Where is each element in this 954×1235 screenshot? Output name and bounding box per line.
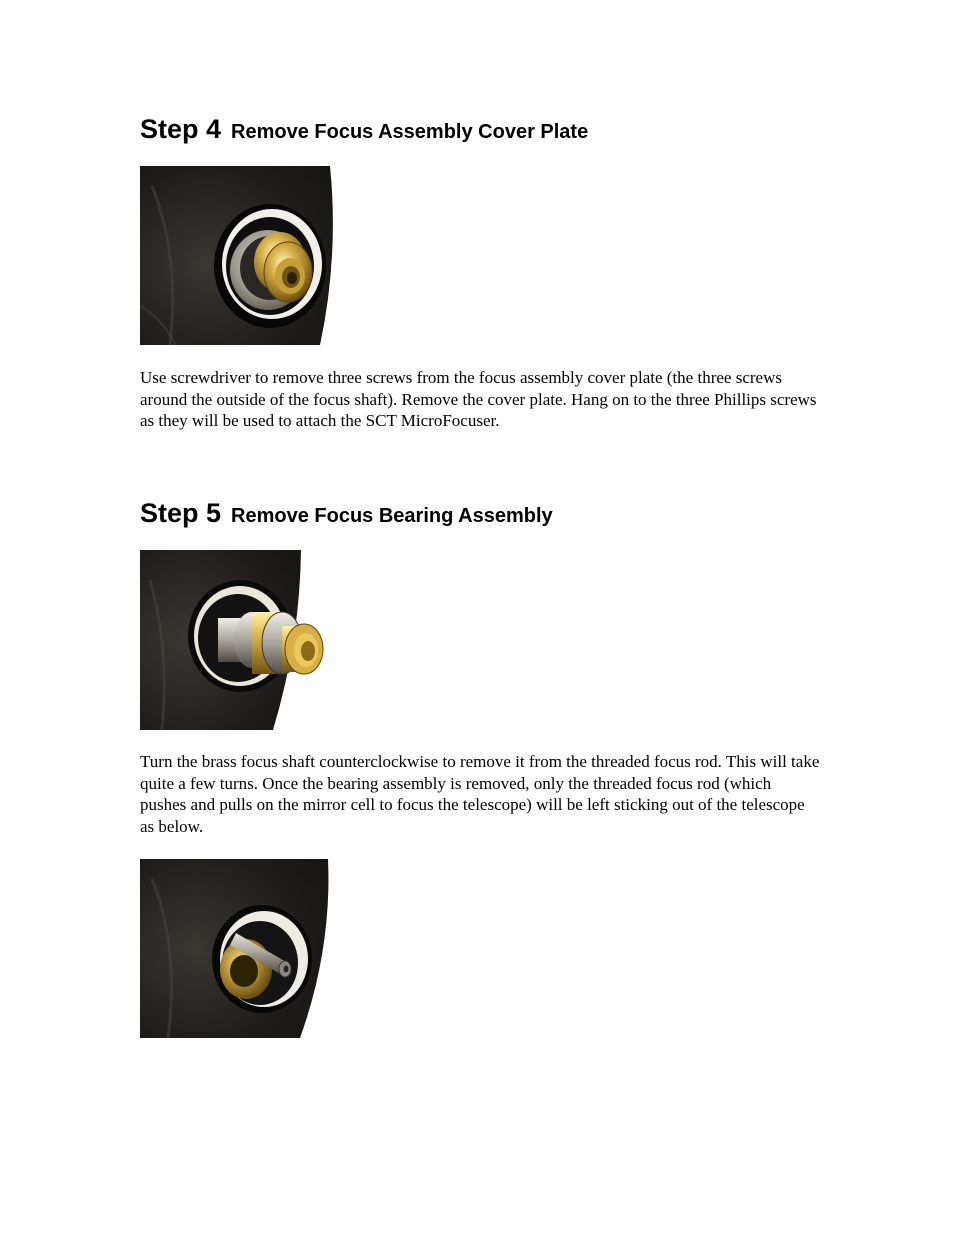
step-4-heading — [140, 116, 588, 143]
step-5-title: Remove Focus Bearing Assembly — [231, 505, 553, 527]
threaded-focus-rod-photo — [140, 859, 330, 1038]
step-4-title: Remove Focus Assembly Cover Plate — [231, 121, 589, 143]
step-5-instructions: Turn the brass focus shaft counterclockwise to remove it from the threaded focus rod. This will take quite a few turns. Once the bearing assembly is removed, only the threaded focus rod (which pushes and pulls on the mirror cell to focus the telescope) will be left sticking out of the telescope as below. — [140, 752, 820, 836]
bearing-assembly-photo — [140, 550, 326, 730]
step-4-number: Step 4 — [140, 114, 222, 144]
cover-plate-photo — [140, 166, 336, 345]
step-5-heading — [140, 500, 553, 527]
step-4-instructions: Use screwdriver to remove three screws from the focus assembly cover plate (the three screws around the outside of the focus shaft). Remove the cover plate. Hang on to the three Phillips screws as they will be used to attach the SCT MicroFocuser. — [140, 368, 817, 430]
step-5-number: Step 5 — [140, 498, 222, 528]
